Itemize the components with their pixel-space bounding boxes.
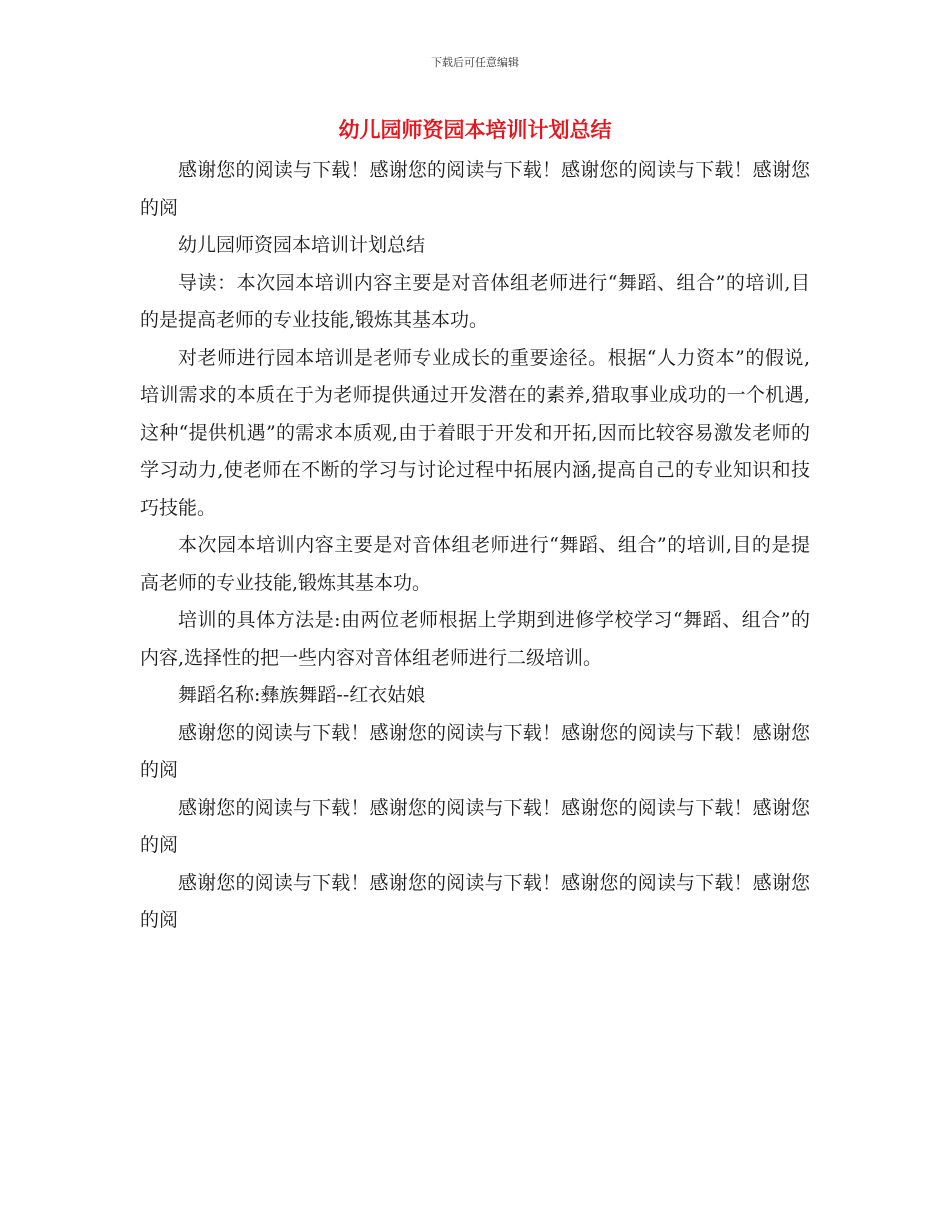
paragraph-thanks-2: 感谢您的阅读与下载！感谢您的阅读与下载！感谢您的阅读与下载！感谢您的阅	[140, 721, 810, 781]
paragraph-thanks-1: 感谢您的阅读与下载！感谢您的阅读与下载！感谢您的阅读与下载！感谢您的阅	[140, 159, 810, 219]
paragraph-thanks-4: 感谢您的阅读与下载！感谢您的阅读与下载！感谢您的阅读与下载！感谢您的阅	[140, 871, 810, 931]
paragraph-intro: 导读：本次园本培训内容主要是对音体组老师进行“舞蹈、组合”的培训,目的是提高老师的专业技能,锻炼其基本功。	[140, 271, 810, 331]
document-title: 幼儿园师资园本培训计划总结	[338, 118, 612, 142]
paragraph-content: 本次园本培训内容主要是对音体组老师进行“舞蹈、组合”的培训,目的是提高老师的专业技能,锻炼其基本功。	[140, 534, 810, 594]
paragraph-thanks-3: 感谢您的阅读与下载！感谢您的阅读与下载！感谢您的阅读与下载！感谢您的阅	[140, 796, 810, 856]
document-body	[140, 152, 810, 940]
paragraph-dance-name: 舞蹈名称:彝族舞蹈--红衣姑娘	[178, 684, 426, 706]
paragraph-method: 培训的具体方法是:由两位老师根据上学期到进修学校学习“舞蹈、组合”的内容,选择性的把一些内容对音体组老师进行二级培训。	[140, 609, 810, 669]
paragraph-purpose: 对老师进行园本培训是老师专业成长的重要途径。根据“人力资本”的假说,培训需求的本质在于为老师提供通过开发潜在的素养,猎取事业成功的一个机遇,这种“提供机遇”的需求本质观,由于着眼于开发和开拓,因而比较容易激发老师的学习动力,使老师在不断的学习与讨论过程中拓展内涵,提高自己的专业知识和技巧技能。	[140, 346, 810, 519]
header-note: 下载后可任意编辑	[431, 56, 519, 69]
paragraph-subtitle: 幼儿园师资园本培训计划总结	[178, 234, 426, 256]
